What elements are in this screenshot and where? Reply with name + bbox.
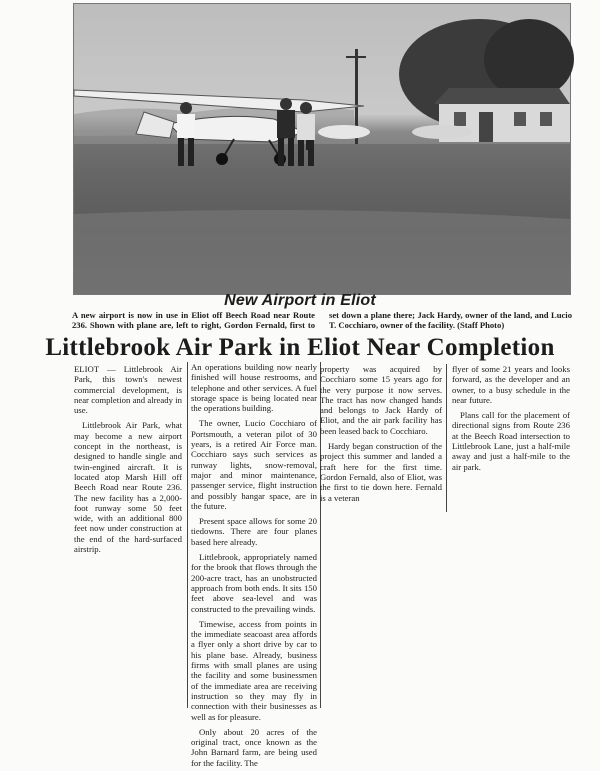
paragraph: Timewise, access from points in the immediate seacoast area affords a flyer only a short drive by car to his plane base. Already, business firms with small planes are using the facility and some businessmen of the immediate area are receiving instruction so they may fly in connection with their businesses as well as for pleasure. [191, 618, 317, 722]
paragraph: Present space allows for some 20 tiedowns. There are four planes based here already. [191, 516, 317, 547]
paragraph: The owner, Lucio Cocchiaro of Portsmouth, a veteran pilot of 30 years, is a retired Air Force man. Cocchiaro says such services as runway lights, snow-removal, major and minor maintenance, passenger service, flight instruction and possibly hangar space, are in the future. [191, 418, 317, 511]
paragraph: Littlebrook, appropriately named for the brook that flows through the 200-acre tract, has an unobstructed approach from both ends. It sits 150 feet above sea-level and was constructed to the prevailing winds. [191, 552, 317, 614]
paragraph: Littlebrook Air Park, what may become a new airport concept in the northeast, is designed to handle single and twin-engined aircraft. It is located atop Marsh Hill off Beech Road near Route 236. The new facility has a 2,000-foot runway some 50 feet wide, with an additional 800 feet now under construction at the end of the hard-surfaced airstrip. [74, 420, 182, 555]
article-headline: Littlebrook Air Park in Eliot Near Completion [45, 334, 555, 361]
photo-title: New Airport in Eliot [224, 292, 376, 309]
paragraph: Hardy began construction of the project this summer and landed a craft here for the first time. Gordon Fernald, also of Eliot, was the first to tie down here. Fernald is a veteran [320, 441, 442, 503]
paragraph: Only about 20 acres of the original tract, once known as the John Barnard farm, are being used for the facility. The [191, 726, 317, 768]
article-column-1 [74, 364, 182, 559]
article-column-4 [452, 364, 570, 477]
article-column-2 [187, 362, 321, 768]
paragraph: Plans call for the placement of directional signs from Route 236 at the Beech Road intersection to Littlebrook Lane, just a half-mile away and just a half-mile to the air park. [452, 410, 570, 472]
airport-scene-illustration [74, 4, 570, 294]
photo-caption: A new airport is now in use in Eliot off Beech Road near Route 236. Shown with plane are, left to right, Gordon Fernald, first to set down a plane there; Jack Hardy, owner of the land, and Lucio T. Cocchiaro, owner of the facility. (Staff Photo) [72, 310, 572, 330]
paragraph: ELIOT — Littlebrook Air Park, this town's newest commercial development, is near completion and already in use. [74, 364, 182, 416]
article-column-3 [320, 364, 447, 512]
paragraph: An operations building now nearly finished will house restrooms, and telephone and other services. A fuel storage space is being located near the operations building. [191, 362, 317, 414]
paragraph: property was acquired by Cocchiaro some 15 years ago for the very purpose it now serves. The tract has now changed hands and belongs to Jack Hardy of Eliot, and the air park facility has been leased back to Cocchiaro. [320, 364, 442, 436]
airport-photo [73, 3, 571, 295]
paragraph: flyer of some 21 years and looks forward, as the developer and an owner, to a busy schedule in the near future. [452, 364, 570, 405]
